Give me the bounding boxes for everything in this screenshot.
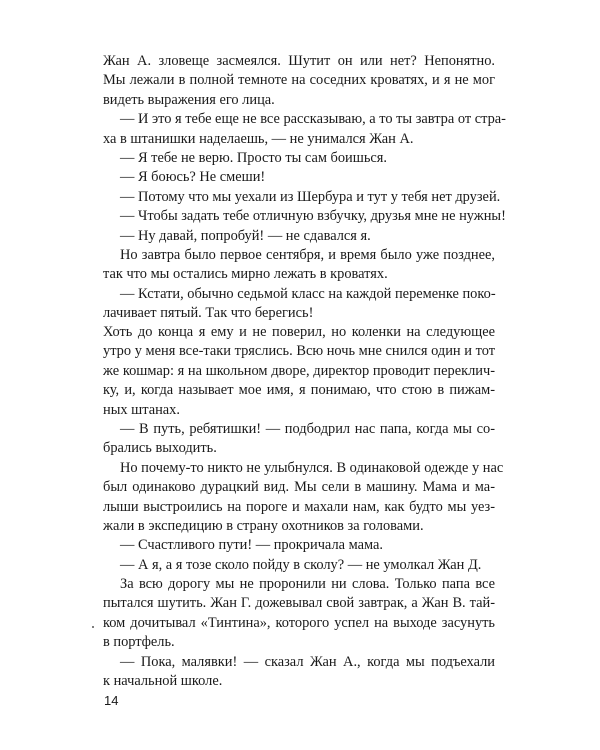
text-line: лачивает пятый. Так что берегись! (103, 305, 314, 322)
text-line: ных штанах. (103, 401, 180, 418)
text-line: так что мы остались мирно лежать в кроватях. (103, 266, 388, 283)
print-speck (92, 626, 94, 628)
dialogue-line: — Я боюсь? Не смеши! (120, 169, 266, 186)
text-line: в портфель. (103, 634, 175, 651)
text-line: Мы лежали в полной темноте на соседних кроватях, и я не мог (103, 72, 495, 89)
dialogue-line: — В путь, ребятишки! — подбодрил нас папа, когда мы со- (120, 420, 495, 437)
text-line: брались выходить. (103, 440, 217, 457)
text-line: ха в штанишки наделаешь, — не унимался Жан А. (103, 130, 414, 147)
dialogue-line: — Ну давай, попробуй! — не сдавался я. (120, 227, 371, 244)
text-line: был одинаково дурацкий вид. Мы сели в машину. Мама и ма- (103, 479, 495, 496)
text-line: к начальной школе. (103, 673, 223, 690)
text-line: же кошмар: я на школьном дворе, директор проводит переклич- (103, 362, 495, 379)
text-line: ку, и, когда называет мое имя, я понимаю, что стою в пижам- (103, 382, 495, 399)
text-line: пытался шутить. Жан Г. дожевывал свой завтрак, а Жан В. тай- (103, 595, 495, 612)
text-line: Хоть до конца я ему и не поверил, но коленки на следующее (103, 324, 495, 340)
text-block-second (103, 323, 504, 691)
dialogue-line: — А я, а я тозе сколо пойду в сколу? — не умолкал Жан Д. (120, 556, 482, 573)
text-line: За всю дорогу мы не проронили ни слова. Только папа все (120, 576, 495, 593)
text-line: Но почему-то никто не улыбнулся. В одинаковой одежде у нас (120, 459, 504, 476)
dialogue-line: — Пока, малявки! — сказал Жан А., когда мы подъехали (120, 653, 495, 670)
text-line: утро у меня все-таки тряслись. Всю ночь мне снился один и тот (103, 343, 495, 360)
dialogue-line: — Счастливого пути! — прокричала мама. (120, 537, 384, 554)
dialogue-line: — Я тебе не верю. Просто ты сам боишься. (120, 149, 387, 166)
dialogue-line: — Потому что мы уехали из Шербура и тут у тебя нет друзей. (120, 188, 501, 205)
text-line: Но завтра было первое сентября, и время было уже позднее, (120, 246, 495, 263)
text-line: лыши выстроились на пороге и махали нам, как будто мы уез- (103, 498, 495, 515)
text-line: Жан А. зловеще засмеялся. Шутит он или нет? Непонятно. (103, 53, 495, 69)
text-block-first (103, 52, 506, 323)
page-number: 14 (104, 693, 119, 708)
text-line: видеть выражения его лица. (103, 91, 275, 108)
dialogue-line: — Чтобы задать тебе отличную взбучку, друзья мне не нужны! (120, 208, 506, 225)
text-line: жали в экспедицию в страну охотников за головами. (103, 517, 424, 534)
dialogue-line: — Кстати, обычно седьмой класс на каждой переменке поко- (120, 285, 496, 302)
dialogue-line: — И это я тебе еще не все рассказываю, а то ты завтра от стра- (120, 111, 506, 128)
text-line: ком дочитывал «Тинтина», которого успел на выходе засунуть (103, 614, 495, 631)
